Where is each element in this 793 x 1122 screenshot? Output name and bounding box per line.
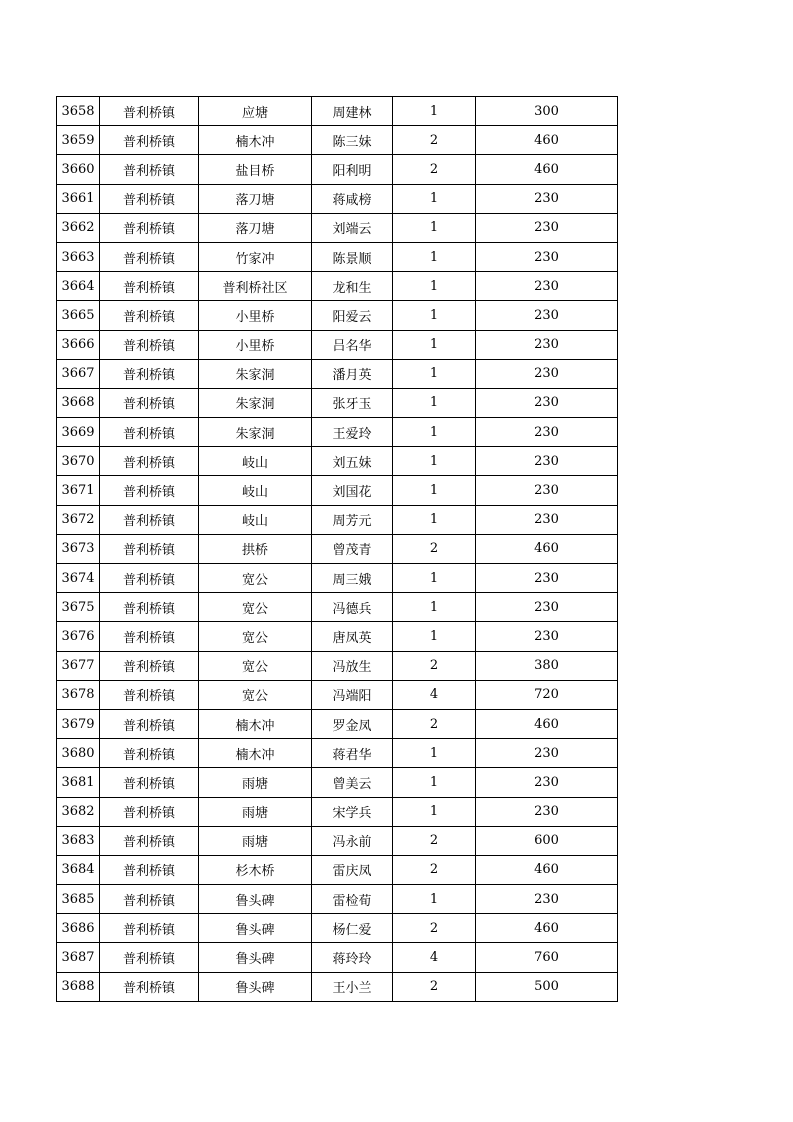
village-cell: 岐山 [199,505,312,534]
row-number-cell: 3685 [57,885,100,914]
amount-cell: 230 [476,330,618,359]
name-cell: 蒋咸榜 [312,184,393,213]
row-number-cell: 3678 [57,680,100,709]
name-cell: 张牙玉 [312,388,393,417]
row-number-cell: 3667 [57,359,100,388]
table-row [57,709,618,738]
name-cell: 刘国花 [312,476,393,505]
amount-cell: 230 [476,272,618,301]
table-row [57,476,618,505]
town-cell: 普利桥镇 [100,213,199,242]
name-cell: 冯放生 [312,651,393,680]
row-number-cell: 3686 [57,914,100,943]
table-row [57,213,618,242]
name-cell: 周芳元 [312,505,393,534]
row-number-cell: 3687 [57,943,100,972]
amount-cell: 230 [476,739,618,768]
town-cell: 普利桥镇 [100,97,199,126]
name-cell: 曾美云 [312,768,393,797]
town-cell: 普利桥镇 [100,709,199,738]
amount-cell: 460 [476,914,618,943]
table-row [57,97,618,126]
town-cell: 普利桥镇 [100,155,199,184]
row-number-cell: 3684 [57,855,100,884]
table-row [57,943,618,972]
town-cell: 普利桥镇 [100,184,199,213]
table-row [57,739,618,768]
count-cell: 4 [393,943,476,972]
table-row [57,301,618,330]
row-number-cell: 3668 [57,388,100,417]
amount-cell: 230 [476,593,618,622]
village-cell: 岐山 [199,447,312,476]
row-number-cell: 3670 [57,447,100,476]
name-cell: 刘端云 [312,213,393,242]
town-cell: 普利桥镇 [100,914,199,943]
town-cell: 普利桥镇 [100,534,199,563]
town-cell: 普利桥镇 [100,768,199,797]
row-number-cell: 3660 [57,155,100,184]
amount-cell: 230 [476,885,618,914]
row-number-cell: 3672 [57,505,100,534]
count-cell: 1 [393,739,476,768]
count-cell: 1 [393,622,476,651]
row-number-cell: 3675 [57,593,100,622]
count-cell: 2 [393,534,476,563]
village-cell: 宽公 [199,622,312,651]
roster-table-body [57,97,618,1002]
town-cell: 普利桥镇 [100,505,199,534]
town-cell: 普利桥镇 [100,739,199,768]
table-row [57,505,618,534]
name-cell: 陈三妹 [312,126,393,155]
village-cell: 楠木冲 [199,739,312,768]
village-cell: 鲁头碑 [199,943,312,972]
town-cell: 普利桥镇 [100,593,199,622]
name-cell: 曾茂青 [312,534,393,563]
village-cell: 小里桥 [199,330,312,359]
amount-cell: 230 [476,388,618,417]
row-number-cell: 3661 [57,184,100,213]
table-row [57,885,618,914]
town-cell: 普利桥镇 [100,680,199,709]
amount-cell: 230 [476,476,618,505]
village-cell: 朱家洞 [199,388,312,417]
name-cell: 宋学兵 [312,797,393,826]
village-cell: 杉木桥 [199,855,312,884]
town-cell: 普利桥镇 [100,242,199,271]
count-cell: 2 [393,855,476,884]
village-cell: 应塘 [199,97,312,126]
town-cell: 普利桥镇 [100,943,199,972]
count-cell: 1 [393,593,476,622]
name-cell: 冯德兵 [312,593,393,622]
town-cell: 普利桥镇 [100,272,199,301]
table-row [57,388,618,417]
row-number-cell: 3669 [57,418,100,447]
name-cell: 王小兰 [312,972,393,1001]
amount-cell: 230 [476,622,618,651]
village-cell: 雨塘 [199,797,312,826]
count-cell: 1 [393,418,476,447]
village-cell: 楠木冲 [199,126,312,155]
village-cell: 雨塘 [199,826,312,855]
count-cell: 2 [393,709,476,738]
village-cell: 雨塘 [199,768,312,797]
town-cell: 普利桥镇 [100,418,199,447]
town-cell: 普利桥镇 [100,885,199,914]
table-row [57,680,618,709]
row-number-cell: 3676 [57,622,100,651]
village-cell: 普利桥社区 [199,272,312,301]
amount-cell: 230 [476,505,618,534]
name-cell: 蒋君华 [312,739,393,768]
table-row [57,914,618,943]
village-cell: 朱家洞 [199,418,312,447]
village-cell: 宽公 [199,564,312,593]
row-number-cell: 3665 [57,301,100,330]
count-cell: 1 [393,330,476,359]
name-cell: 阳爱云 [312,301,393,330]
row-number-cell: 3680 [57,739,100,768]
name-cell: 周三娥 [312,564,393,593]
amount-cell: 460 [476,534,618,563]
name-cell: 周建林 [312,97,393,126]
town-cell: 普利桥镇 [100,476,199,505]
name-cell: 罗金凤 [312,709,393,738]
table-row [57,826,618,855]
count-cell: 1 [393,505,476,534]
count-cell: 1 [393,388,476,417]
count-cell: 1 [393,242,476,271]
count-cell: 1 [393,797,476,826]
amount-cell: 230 [476,359,618,388]
table-row [57,184,618,213]
village-cell: 鲁头碑 [199,885,312,914]
table-row [57,330,618,359]
town-cell: 普利桥镇 [100,564,199,593]
count-cell: 1 [393,359,476,388]
count-cell: 2 [393,914,476,943]
amount-cell: 380 [476,651,618,680]
count-cell: 2 [393,972,476,1001]
name-cell: 龙和生 [312,272,393,301]
amount-cell: 500 [476,972,618,1001]
name-cell: 冯永前 [312,826,393,855]
count-cell: 2 [393,826,476,855]
name-cell: 雷检荀 [312,885,393,914]
village-cell: 小里桥 [199,301,312,330]
town-cell: 普利桥镇 [100,826,199,855]
name-cell: 潘月英 [312,359,393,388]
row-number-cell: 3683 [57,826,100,855]
count-cell: 1 [393,447,476,476]
table-row [57,359,618,388]
town-cell: 普利桥镇 [100,651,199,680]
village-cell: 鲁头碑 [199,914,312,943]
amount-cell: 230 [476,213,618,242]
town-cell: 普利桥镇 [100,330,199,359]
amount-cell: 460 [476,155,618,184]
village-cell: 楠木冲 [199,709,312,738]
amount-cell: 460 [476,126,618,155]
row-number-cell: 3664 [57,272,100,301]
count-cell: 1 [393,476,476,505]
amount-cell: 760 [476,943,618,972]
table-row [57,242,618,271]
name-cell: 刘五妹 [312,447,393,476]
village-cell: 竹家冲 [199,242,312,271]
row-number-cell: 3666 [57,330,100,359]
table-row [57,272,618,301]
amount-cell: 300 [476,97,618,126]
amount-cell: 460 [476,855,618,884]
amount-cell: 720 [476,680,618,709]
count-cell: 2 [393,126,476,155]
row-number-cell: 3674 [57,564,100,593]
name-cell: 吕名华 [312,330,393,359]
table-row [57,155,618,184]
town-cell: 普利桥镇 [100,797,199,826]
row-number-cell: 3688 [57,972,100,1001]
village-cell: 拱桥 [199,534,312,563]
name-cell: 王爱玲 [312,418,393,447]
name-cell: 蒋玲玲 [312,943,393,972]
row-number-cell: 3671 [57,476,100,505]
village-cell: 宽公 [199,593,312,622]
town-cell: 普利桥镇 [100,972,199,1001]
amount-cell: 460 [476,709,618,738]
village-cell: 宽公 [199,651,312,680]
row-number-cell: 3673 [57,534,100,563]
amount-cell: 230 [476,564,618,593]
count-cell: 1 [393,768,476,797]
row-number-cell: 3677 [57,651,100,680]
amount-cell: 230 [476,447,618,476]
amount-cell: 230 [476,418,618,447]
count-cell: 2 [393,651,476,680]
table-row [57,564,618,593]
town-cell: 普利桥镇 [100,855,199,884]
name-cell: 冯端阳 [312,680,393,709]
table-row [57,768,618,797]
amount-cell: 230 [476,242,618,271]
name-cell: 雷庆凤 [312,855,393,884]
village-cell: 鲁头碑 [199,972,312,1001]
table-row [57,418,618,447]
roster-table-container [56,96,618,1002]
village-cell: 岐山 [199,476,312,505]
village-cell: 盐目桥 [199,155,312,184]
table-row [57,126,618,155]
town-cell: 普利桥镇 [100,388,199,417]
amount-cell: 230 [476,797,618,826]
name-cell: 阳利明 [312,155,393,184]
village-cell: 朱家洞 [199,359,312,388]
row-number-cell: 3682 [57,797,100,826]
town-cell: 普利桥镇 [100,359,199,388]
village-cell: 宽公 [199,680,312,709]
amount-cell: 600 [476,826,618,855]
count-cell: 1 [393,97,476,126]
row-number-cell: 3659 [57,126,100,155]
village-cell: 落刀塘 [199,184,312,213]
town-cell: 普利桥镇 [100,622,199,651]
town-cell: 普利桥镇 [100,301,199,330]
count-cell: 1 [393,213,476,242]
table-row [57,534,618,563]
name-cell: 唐凤英 [312,622,393,651]
amount-cell: 230 [476,768,618,797]
row-number-cell: 3679 [57,709,100,738]
row-number-cell: 3663 [57,242,100,271]
village-cell: 落刀塘 [199,213,312,242]
table-row [57,593,618,622]
row-number-cell: 3658 [57,97,100,126]
count-cell: 1 [393,885,476,914]
town-cell: 普利桥镇 [100,126,199,155]
name-cell: 杨仁爱 [312,914,393,943]
count-cell: 1 [393,272,476,301]
row-number-cell: 3681 [57,768,100,797]
town-cell: 普利桥镇 [100,447,199,476]
amount-cell: 230 [476,184,618,213]
table-row [57,447,618,476]
count-cell: 2 [393,155,476,184]
count-cell: 1 [393,301,476,330]
count-cell: 4 [393,680,476,709]
roster-table [56,96,618,1002]
row-number-cell: 3662 [57,213,100,242]
count-cell: 1 [393,564,476,593]
table-row [57,622,618,651]
table-row [57,797,618,826]
name-cell: 陈景顺 [312,242,393,271]
amount-cell: 230 [476,301,618,330]
count-cell: 1 [393,184,476,213]
table-row [57,972,618,1001]
table-row [57,855,618,884]
table-row [57,651,618,680]
